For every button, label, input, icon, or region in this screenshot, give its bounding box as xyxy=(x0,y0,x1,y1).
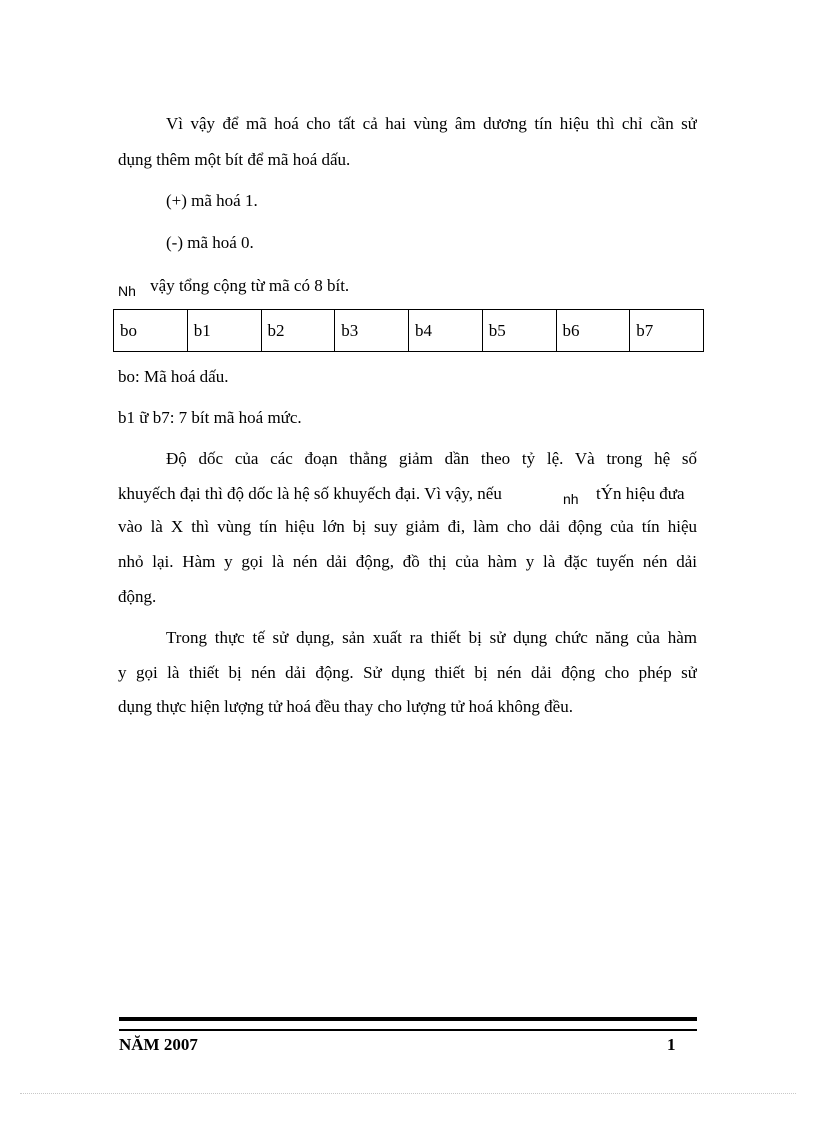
bit-cell: b7 xyxy=(630,310,704,352)
footer-rule-thick xyxy=(119,1017,697,1021)
footer-year: NĂM 2007 xyxy=(119,1035,198,1054)
paragraph-2-line-2c: tÝn hiệu đưa xyxy=(596,484,685,503)
paragraph-2-line-4: nhỏ lại. Hàm y gọi là nén dải động, đồ thị của hàm y là đặc tuyến nén dải xyxy=(118,552,697,571)
bit-cell: b2 xyxy=(261,310,335,352)
paragraph-2-line-2a: khuyếch đại thì độ dốc là hệ số khuyếch đại. Vì vậy, nếu xyxy=(118,484,502,503)
b1-b7-description: b1 ữ b7: 7 bít mã hoá mức. xyxy=(118,408,302,427)
paragraph-2-line-5: động. xyxy=(118,587,157,606)
bit-cell: bo xyxy=(114,310,188,352)
bit-cell: b4 xyxy=(409,310,483,352)
paragraph-3-line-2: y gọi là thiết bị nén dải động. Sử dụng thiết bị nén dải động cho phép sử xyxy=(118,663,697,682)
paragraph-2-line-1: Độ dốc của các đoạn thẳng giảm dần theo tỷ lệ. Và trong hệ số xyxy=(166,449,697,468)
paragraph-1-line-2: dụng thêm một bít để mã hoá dấu. xyxy=(118,150,351,169)
paragraph-2-line-3: vào là X thì vùng tín hiệu lớn bị suy giảm đi, làm cho dải động của tín hiệu xyxy=(118,517,697,536)
paragraph-1-line-1: Vì vậy để mã hoá cho tất cả hai vùng âm dương tín hiệu thì chỉ cần sử xyxy=(166,114,697,133)
page-number: 1 xyxy=(667,1035,676,1054)
sign-plus-line: (+) mã hoá 1. xyxy=(166,191,258,210)
bit-table xyxy=(113,309,704,352)
bit-table-row xyxy=(114,310,704,352)
page-edge-divider xyxy=(20,1093,796,1094)
total-bits-line xyxy=(118,276,350,299)
paragraph-3-line-3: dụng thực hiện lượng tử hoá đều thay cho lượng tử hoá không đều. xyxy=(118,697,573,716)
bit-cell: b5 xyxy=(482,310,556,352)
bo-description: bo: Mã hoá dấu. xyxy=(118,367,229,386)
bit-cell: b1 xyxy=(187,310,261,352)
paragraph-3-line-1: Trong thực tế sử dụng, sản xuất ra thiết bị sử dụng chức năng của hàm xyxy=(166,628,697,647)
footer-rule-thin xyxy=(119,1029,697,1031)
total-bits-prefix: Nh xyxy=(118,283,136,299)
total-bits-text: vậy tổng cộng từ mã có 8 bít. xyxy=(150,276,350,295)
bit-cell: b6 xyxy=(556,310,630,352)
bit-cell: b3 xyxy=(335,310,409,352)
sign-minus-line: (-) mã hoá 0. xyxy=(166,233,254,252)
paragraph-2-line-2b: nh xyxy=(563,491,579,507)
